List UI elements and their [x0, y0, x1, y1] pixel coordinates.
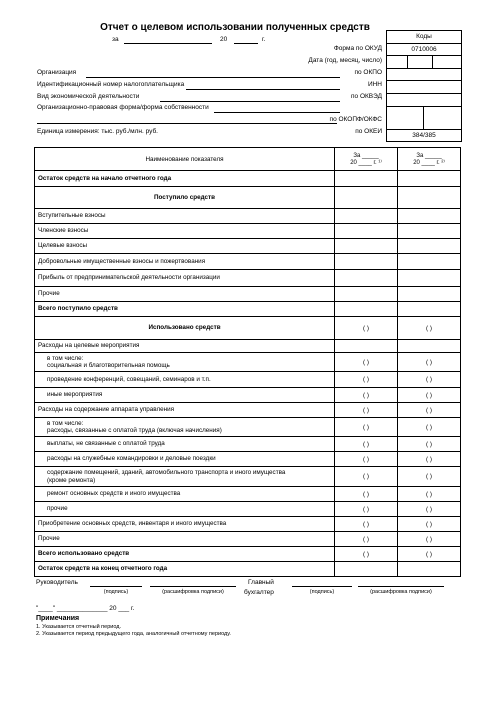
year-prefix: 20 — [220, 36, 228, 43]
activity-label: Вид экономической деятельности — [37, 93, 140, 100]
previous-period-cell[interactable] — [398, 254, 461, 270]
col1-line2: 20 ____ г. ¹⁾ — [350, 159, 382, 166]
current-period-cell[interactable] — [335, 287, 398, 302]
previous-period-cell[interactable]: ( ) — [398, 532, 461, 547]
previous-period-cell[interactable] — [398, 187, 461, 209]
row-label: содержание помещений, зданий, автомобильного транспорта и иного имущества (кроме ремонта) — [35, 467, 335, 487]
row-label: Вступительные взносы — [35, 209, 335, 224]
current-period-cell[interactable] — [335, 187, 398, 209]
current-period-cell[interactable]: ( ) — [335, 388, 398, 403]
previous-period-cell[interactable]: ( ) — [398, 353, 461, 372]
previous-period-cell[interactable]: ( ) — [398, 403, 461, 418]
codes-heading: Коды — [387, 31, 461, 44]
chief-sign-caption: (подпись) — [309, 589, 335, 595]
current-period-cell[interactable] — [335, 302, 398, 317]
chief-decode-caption: (расшифровка подписи) — [370, 589, 432, 595]
previous-period-cell[interactable]: ( ) — [398, 502, 461, 517]
current-period-cell[interactable]: ( ) — [335, 353, 398, 372]
okved-code[interactable] — [387, 94, 461, 107]
row-label: Поступило средств — [35, 187, 335, 209]
okpo-code[interactable] — [387, 69, 461, 82]
table-row — [35, 418, 461, 437]
row-label: Членские взносы — [35, 224, 335, 239]
previous-period-cell[interactable]: ( ) — [398, 487, 461, 502]
current-period-cell[interactable] — [335, 270, 398, 287]
col-previous-header — [398, 148, 461, 171]
head-decode-caption: (расшифровка подписи) — [162, 589, 224, 595]
table-row — [35, 239, 461, 254]
period-prefix: за — [112, 36, 119, 43]
row-label: Прибыль от предпринимательской деятельности организации — [35, 270, 335, 287]
okei-code[interactable]: 384/385 — [412, 131, 436, 139]
inn-label: ИНН — [367, 81, 382, 88]
current-period-cell[interactable]: ( ) — [335, 532, 398, 547]
row-label: Остаток средств на конец отчетного года — [35, 562, 335, 577]
table-row — [35, 562, 461, 577]
current-period-cell[interactable]: ( ) — [335, 487, 398, 502]
previous-period-cell[interactable] — [398, 224, 461, 239]
col-current-header — [335, 148, 398, 171]
table-row — [35, 532, 461, 547]
table-header-row — [35, 148, 461, 171]
table-row — [35, 353, 461, 372]
inn-field[interactable] — [186, 89, 340, 90]
row-label: Расходы на целевые мероприятия — [35, 340, 335, 353]
notes-title: Примечания — [36, 615, 80, 622]
table-row — [35, 340, 461, 353]
previous-period-cell[interactable]: ( ) — [398, 437, 461, 452]
row-label: Целевые взносы — [35, 239, 335, 254]
current-period-cell[interactable]: ( ) — [335, 452, 398, 467]
date-label: Дата (год, месяц, число) — [308, 57, 382, 64]
codes-block — [386, 30, 462, 142]
current-period-cell[interactable] — [335, 562, 398, 577]
table-row — [35, 270, 461, 287]
table-row — [35, 487, 461, 502]
inn-field-label: Идентификационный номер налогоплательщика — [37, 81, 185, 88]
org-field[interactable] — [86, 77, 340, 78]
date-line: "____" ______________ 20 ___ г. — [36, 605, 135, 612]
row-label: Использовано средств — [35, 317, 335, 340]
current-period-cell[interactable] — [335, 340, 398, 353]
row-label: Остаток средств на начало отчетного года — [35, 171, 335, 187]
previous-period-cell[interactable]: ( ) — [398, 317, 461, 340]
row-label: Расходы на содержание аппарата управления — [35, 403, 335, 418]
current-period-cell[interactable] — [335, 224, 398, 239]
legal-form-field-2[interactable] — [37, 123, 337, 124]
table-row — [35, 467, 461, 487]
current-period-cell[interactable]: ( ) — [335, 467, 398, 487]
col-name-header: Наименование показателя — [35, 148, 335, 171]
row-label: расходы на служебные командировки и деловые поездки — [35, 452, 335, 467]
table-row — [35, 547, 461, 562]
row-label: Прочие — [35, 532, 335, 547]
previous-period-cell[interactable]: ( ) — [398, 372, 461, 388]
table-row — [35, 287, 461, 302]
row-label: в том числе: расходы, связанные с оплатой труда (включая начисления) — [35, 418, 335, 437]
previous-period-cell[interactable]: ( ) — [398, 547, 461, 562]
table-row — [35, 372, 461, 388]
col1-line1: За _____ — [353, 152, 379, 159]
chief-label-1: Главный — [248, 579, 274, 586]
current-period-cell[interactable] — [335, 239, 398, 254]
table-row — [35, 209, 461, 224]
head-label: Руководитель — [36, 579, 78, 586]
previous-period-cell[interactable]: ( ) — [398, 388, 461, 403]
chief-sign-field[interactable] — [292, 586, 352, 587]
head-decode-field[interactable] — [150, 586, 236, 587]
table-row — [35, 437, 461, 452]
previous-period-cell[interactable] — [398, 270, 461, 287]
current-period-cell[interactable]: ( ) — [335, 317, 398, 340]
previous-period-cell[interactable] — [398, 562, 461, 577]
table-row — [35, 502, 461, 517]
table-row — [35, 452, 461, 467]
col2-line1: За _____ — [416, 152, 442, 159]
previous-period-cell[interactable]: ( ) — [398, 517, 461, 532]
year-field[interactable] — [234, 43, 258, 44]
note-1: 1. Указывается отчетный период. — [36, 624, 122, 630]
table-row — [35, 302, 461, 317]
okopf-label: по ОКОПФ/ОКФС — [329, 116, 382, 123]
row-label: Приобретение основных средств, инвентаря и иного имущества — [35, 517, 335, 532]
current-period-cell[interactable]: ( ) — [335, 437, 398, 452]
table-row — [35, 187, 461, 209]
table-row — [35, 224, 461, 239]
okved-label: по ОКВЭД — [351, 93, 382, 100]
row-label: Прочие — [35, 287, 335, 302]
row-label: выплаты, не связанные с оплатой труда — [35, 437, 335, 452]
table-row — [35, 517, 461, 532]
previous-period-cell[interactable] — [398, 239, 461, 254]
year-suffix: г. — [262, 36, 266, 43]
current-period-cell[interactable]: ( ) — [335, 372, 398, 388]
current-period-cell[interactable]: ( ) — [335, 403, 398, 418]
table-row — [35, 317, 461, 340]
table-row — [35, 403, 461, 418]
previous-period-cell[interactable] — [398, 287, 461, 302]
row-label: Добровольные имущественные взносы и пожертвования — [35, 254, 335, 270]
okpo-label: по ОКПО — [354, 69, 382, 76]
table-row — [35, 254, 461, 270]
inn-code[interactable] — [387, 81, 461, 94]
current-period-cell[interactable]: ( ) — [335, 547, 398, 562]
row-label: иные мероприятия — [35, 388, 335, 403]
current-period-cell[interactable]: ( ) — [335, 517, 398, 532]
chief-decode-field[interactable] — [358, 586, 444, 587]
legal-form-label: Организационно-правовая форма/форма собственности — [37, 104, 209, 111]
okei-label: по ОКЕИ — [355, 128, 382, 135]
previous-period-cell[interactable]: ( ) — [398, 467, 461, 487]
org-label: Организация — [37, 69, 77, 76]
okud-code[interactable]: 0710006 — [387, 44, 461, 57]
document-title: Отчет о целевом использовании полученных средств — [100, 22, 370, 33]
row-label: ремонт основных средств и иного имущества — [35, 487, 335, 502]
col2-line2: 20 ____ г. ²⁾ — [413, 159, 445, 166]
previous-period-cell[interactable]: ( ) — [398, 418, 461, 437]
table-row — [35, 388, 461, 403]
current-period-cell[interactable]: ( ) — [335, 502, 398, 517]
previous-period-cell[interactable] — [398, 302, 461, 317]
current-period-cell[interactable] — [335, 209, 398, 224]
chief-label-2: бухгалтер — [244, 589, 274, 596]
current-period-cell[interactable] — [335, 171, 398, 187]
row-label: проведение конференций, совещаний, семинаров и т.п. — [35, 372, 335, 388]
okud-label: Форма по ОКУД — [333, 45, 382, 52]
period-field[interactable] — [124, 43, 212, 44]
previous-period-cell[interactable] — [398, 209, 461, 224]
activity-field[interactable] — [160, 101, 340, 102]
head-sign-field[interactable] — [90, 586, 142, 587]
note-2: 2. Указывается период предыдущего года, аналогичный отчетному периоду. — [36, 631, 231, 637]
row-label: прочие — [35, 502, 335, 517]
head-sign-caption: (подпись) — [103, 589, 129, 595]
row-label: Всего использовано средств — [35, 547, 335, 562]
okopf-code[interactable] — [387, 107, 461, 130]
row-label: в том числе: социальная и благотворительная помощь — [35, 353, 335, 372]
legal-form-field[interactable] — [214, 112, 340, 113]
current-period-cell[interactable] — [335, 254, 398, 270]
main-table — [34, 147, 461, 577]
previous-period-cell[interactable] — [398, 340, 461, 353]
date-code[interactable] — [387, 56, 461, 69]
table-row — [35, 171, 461, 187]
previous-period-cell[interactable] — [398, 171, 461, 187]
row-label: Всего поступило средств — [35, 302, 335, 317]
current-period-cell[interactable]: ( ) — [335, 418, 398, 437]
unit-label: Единица измерения: тыс. руб./млн. руб. — [37, 128, 158, 135]
previous-period-cell[interactable]: ( ) — [398, 452, 461, 467]
